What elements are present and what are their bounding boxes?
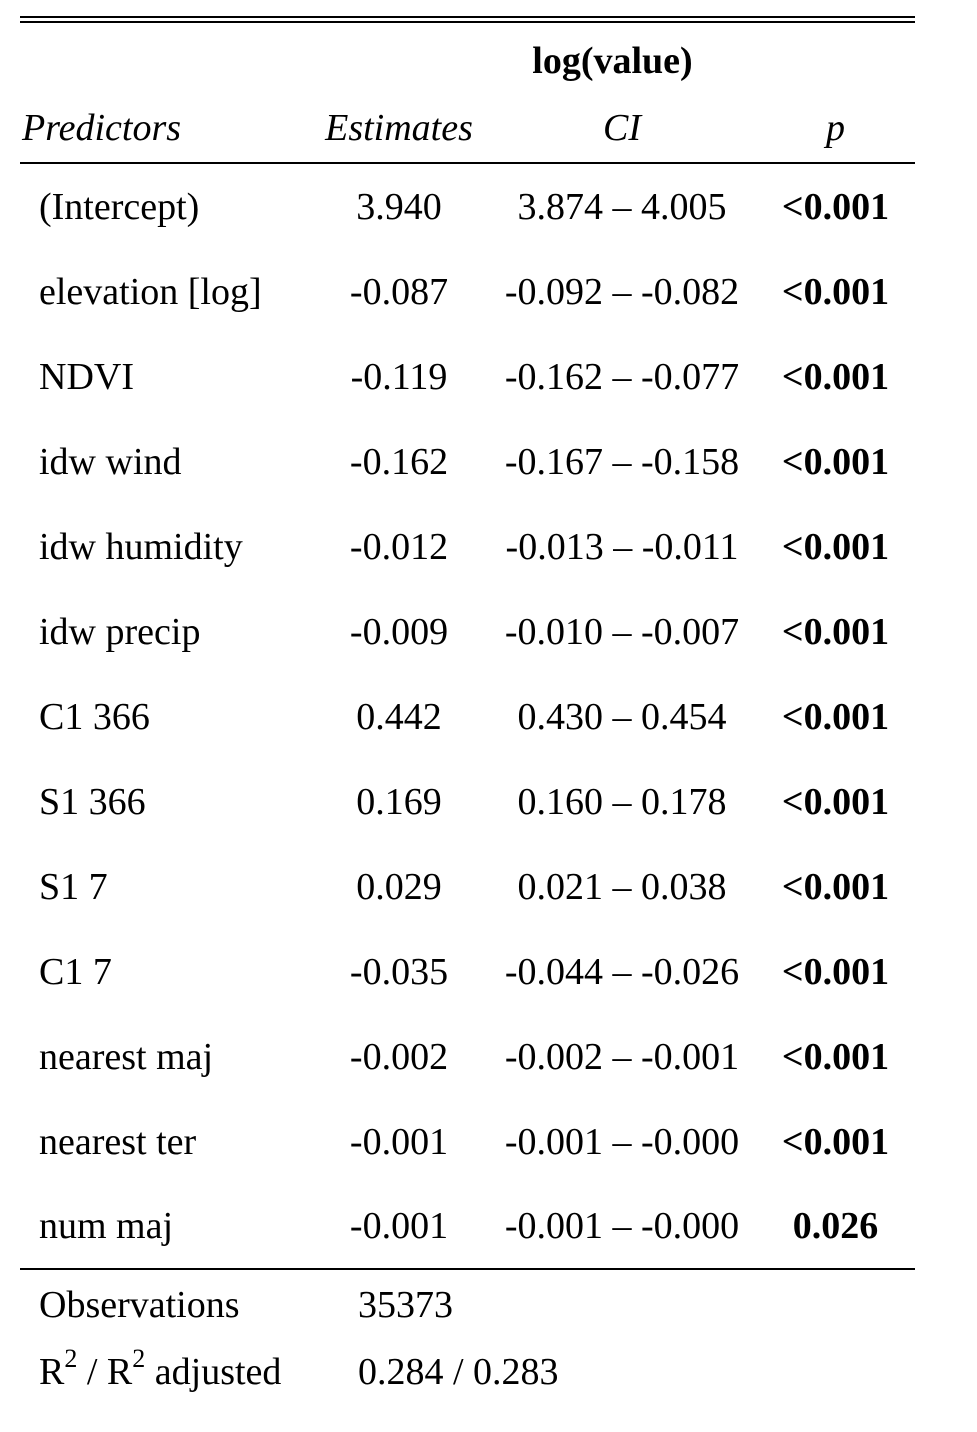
- ci-cell: 3.874 – 4.005: [517, 185, 727, 228]
- table-row: [20, 1184, 915, 1269]
- table-row: [20, 1014, 915, 1099]
- ci-cell: -0.167 – -0.158: [504, 440, 740, 483]
- predictor-cell: NDVI: [39, 355, 134, 398]
- predictor-cell: (Intercept): [39, 185, 200, 228]
- predictor-cell: idw humidity: [39, 525, 243, 568]
- r-squared-value: 0.284 / 0.283: [358, 1351, 559, 1393]
- predictor-cell: S1 366: [39, 780, 146, 823]
- table-row: [20, 844, 915, 929]
- predictor-cell: C1 366: [39, 695, 150, 738]
- ci-cell: 0.160 – 0.178: [517, 780, 727, 823]
- estimate-cell: -0.119: [350, 355, 448, 398]
- table-body: [20, 163, 915, 1269]
- p-value-cell: <0.001: [781, 780, 890, 823]
- observations-row: [20, 1269, 915, 1340]
- predictor-cell: nearest maj: [39, 1035, 214, 1078]
- p-value-cell: <0.001: [781, 270, 890, 313]
- ci-cell: -0.092 – -0.082: [504, 270, 740, 313]
- table-row: [20, 1099, 915, 1184]
- table-row: [20, 163, 915, 249]
- p-value-cell: <0.001: [781, 950, 890, 993]
- estimate-cell: -0.012: [349, 525, 449, 568]
- r-squared-label: [20, 1340, 310, 1404]
- ci-cell: -0.162 – -0.077: [504, 355, 740, 398]
- predictor-cell: idw precip: [39, 610, 201, 653]
- predictor-cell: idw wind: [39, 440, 182, 483]
- observations-label: Observations: [39, 1284, 240, 1326]
- table-row: [20, 334, 915, 419]
- table-row: [20, 929, 915, 1014]
- estimate-cell: -0.162: [349, 440, 449, 483]
- ci-cell: -0.001 – -0.000: [504, 1120, 740, 1163]
- p-value-cell: <0.001: [781, 525, 890, 568]
- predictor-cell: S1 7: [39, 865, 108, 908]
- r-squared-label-r: R: [39, 1351, 65, 1393]
- ci-cell: -0.013 – -0.011: [505, 525, 739, 568]
- ci-cell: -0.002 – -0.001: [504, 1035, 740, 1078]
- table-row: [20, 419, 915, 504]
- estimate-cell: 0.442: [356, 695, 442, 738]
- r-squared-sup-2: 2: [132, 1344, 146, 1373]
- estimate-cell: 0.029: [356, 865, 442, 908]
- estimate-cell: 0.169: [356, 780, 442, 823]
- p-value-cell: <0.001: [781, 185, 890, 228]
- estimate-cell: -0.087: [349, 270, 449, 313]
- regression-table: [20, 23, 915, 1404]
- r-squared-label-tail: adjusted: [145, 1351, 282, 1393]
- r-squared-row: [20, 1340, 915, 1404]
- header-p: p: [756, 94, 915, 163]
- p-value-cell: <0.001: [781, 865, 890, 908]
- header-estimates: Estimates: [310, 94, 488, 163]
- table-row: [20, 504, 915, 589]
- ci-cell: 0.430 – 0.454: [517, 695, 727, 738]
- p-value-cell: <0.001: [781, 610, 890, 653]
- predictor-cell: nearest ter: [39, 1120, 197, 1163]
- dependent-variable-label: log(value): [532, 40, 693, 82]
- estimate-cell: -0.001: [349, 1120, 449, 1163]
- regression-table-container: [20, 16, 915, 1404]
- dependent-variable-row: [20, 23, 915, 94]
- p-value-cell: <0.001: [781, 695, 890, 738]
- estimate-cell: -0.035: [349, 950, 449, 993]
- table-row: [20, 674, 915, 759]
- p-value-cell: <0.001: [781, 1120, 890, 1163]
- p-value-cell: <0.001: [781, 355, 890, 398]
- ci-cell: -0.044 – -0.026: [504, 950, 740, 993]
- r-squared-sup-1: 2: [64, 1344, 78, 1373]
- estimate-cell: -0.001: [310, 1184, 488, 1269]
- p-value-cell: 0.026: [756, 1184, 915, 1269]
- table-row: [20, 249, 915, 334]
- p-value-cell: <0.001: [781, 440, 890, 483]
- predictor-cell: num maj: [20, 1184, 310, 1269]
- predictor-cell: C1 7: [39, 950, 112, 993]
- ci-cell: 0.021 – 0.038: [517, 865, 727, 908]
- predictor-cell: elevation [log]: [39, 270, 262, 313]
- table-row: [20, 759, 915, 844]
- p-value-cell: <0.001: [781, 1035, 890, 1078]
- estimate-cell: -0.002: [349, 1035, 449, 1078]
- top-double-rule: [20, 16, 915, 23]
- header-ci: CI: [488, 94, 756, 163]
- table-row: [20, 589, 915, 674]
- column-header-row: [20, 94, 915, 163]
- r-squared-label-sep: / R: [77, 1351, 133, 1393]
- ci-cell: -0.010 – -0.007: [504, 610, 740, 653]
- estimate-cell: 3.940: [356, 185, 442, 228]
- estimate-cell: -0.009: [349, 610, 449, 653]
- ci-cell: -0.001 – -0.000: [488, 1184, 756, 1269]
- header-predictors: Predictors: [20, 94, 310, 163]
- observations-value: 35373: [358, 1284, 453, 1326]
